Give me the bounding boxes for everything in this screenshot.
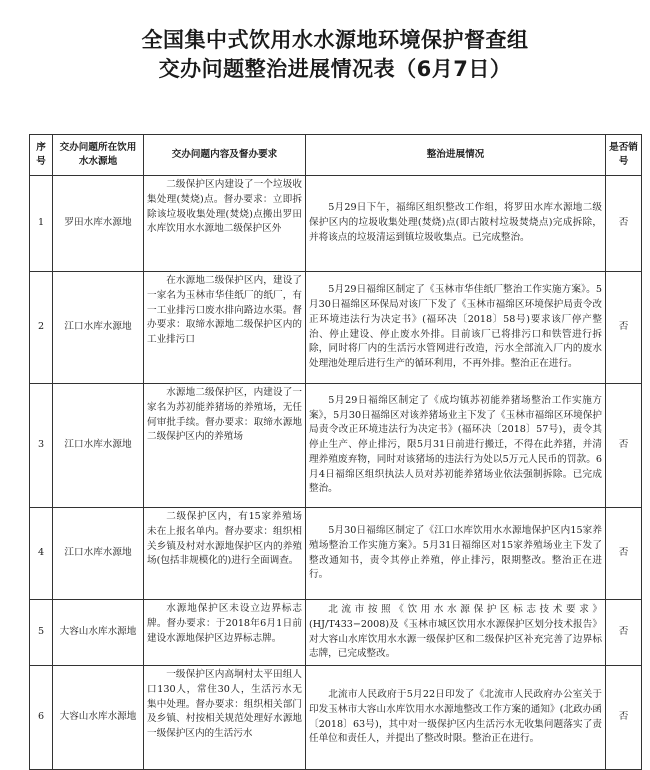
table-header-row: [30, 135, 642, 176]
row-issue-text: 二级保护区内，有15家养殖场未在上报名单内。督办要求：组织相关乡镇及村对水源地保护区内的养殖场(包括非规模化的)进行全面调查。: [147, 511, 302, 567]
table-row: [30, 508, 642, 600]
progress-table: [29, 134, 642, 770]
row-source: 大容山水库水源地: [53, 666, 144, 770]
row-source: 江口水库水源地: [53, 508, 144, 600]
table-row: [30, 384, 642, 508]
row-issue-text: 一级保护区内高垌村太平田组人口130人，常住30人，生活污水无集中处理。督办要求：组织相关部门及乡镇、村按相关规范处理好水源地一级保护区内的生活污水: [147, 669, 302, 740]
header-done: 是否销号: [606, 135, 642, 176]
row-progress-text: 北流市人民政府于5月22日印发了《北流市人民政府办公室关于印发玉林市大容山水库饮用水水源地整改工作方案的通知》(北政办函〔2018〕63号)，其中对一级保护区内生活污水无收集问题落实了责任单位和责任人，并提出了整改时限。整治正在进行。: [309, 688, 602, 745]
row-progress-text: 5月29日下午，福绵区组织整改工作组，将罗田水库水源地二级保护区内的垃圾收集处理(焚烧)点(即古陂村垃圾焚烧点)完成拆除，并将该点的垃圾清运到镇垃圾收集点。已完成整治。: [309, 202, 602, 243]
row-progress: [306, 176, 606, 272]
row-progress: [306, 666, 606, 770]
row-issue-text: 水源地二级保护区，内建设了一家名为苏初能养猪场的养殖场，无任何审批手续。督办要求：取缔水源地二级保护区内的养殖场: [147, 387, 302, 443]
table-row: [30, 600, 642, 666]
row-issue: [144, 272, 306, 384]
row-done: 否: [606, 600, 642, 666]
header-progress: 整治进展情况: [306, 135, 606, 176]
row-done: 否: [606, 176, 642, 272]
row-source: 大容山水库水源地: [53, 600, 144, 666]
row-num: 1: [30, 176, 53, 272]
row-num: 2: [30, 272, 53, 384]
row-num: 6: [30, 666, 53, 770]
row-num: 3: [30, 384, 53, 508]
row-done: 否: [606, 384, 642, 508]
title-line-1: 全国集中式饮用水水源地环境保护督查组: [141, 28, 529, 52]
header-source: 交办问题所在饮用水水源地: [53, 135, 144, 176]
row-issue: [144, 666, 306, 770]
document-title: [29, 26, 641, 84]
table-row: [30, 666, 642, 770]
row-source: 罗田水库水源地: [53, 176, 144, 272]
row-done: 否: [606, 508, 642, 600]
row-progress: [306, 508, 606, 600]
title-line-2: 交办问题整治进展情况表（6月7日）: [158, 57, 512, 81]
row-num: 4: [30, 508, 53, 600]
row-progress-text: 5月30日福绵区制定了《江口水库饮用水水源地保护区内15家养殖场整治工作实施方案》。5月31日福绵区对15家养殖场业主下发了整改通知书，责令其停止养殖，停止排污，限期整改。整治正在进行。: [309, 524, 602, 581]
row-issue-text: 在水源地二级保护区内，建设了一家名为玉林市华佳纸厂的纸厂，有一工业排污口废水排向路边水渠。督办要求：取缔水源地二级保护区内的工业排污口: [147, 275, 302, 346]
row-num: 5: [30, 600, 53, 666]
row-progress: [306, 384, 606, 508]
header-num: 序号: [30, 135, 53, 176]
table-row: [30, 272, 642, 384]
row-progress-text: 5月29日福绵区制定了《成均镇苏初能养猪场整治工作实施方案》，5月30日福绵区对该养猪场业主下发了《玉林市福绵区环境保护局责令改正环境违法行为决定书》(福环决〔2018〕57号)，责令其停止生产、停止排污，限5月31日前进行搬迁，不得在此养猪，并清理养殖废弃物，同时对该猪场的违法行为处以5万元人民币的罚款。6月4日福绵区组织执法人员对苏初能养猪场业依法强制拆除。已完成整治。: [309, 394, 602, 495]
row-done: 否: [606, 666, 642, 770]
table-row: [30, 176, 642, 272]
row-issue: [144, 176, 306, 272]
row-issue-text: 水源地保护区未设立边界标志牌。督办要求：于2018年6月1日前建设水源地保护区边界标志牌。: [147, 603, 302, 644]
row-progress: [306, 272, 606, 384]
row-source: 江口水库水源地: [53, 272, 144, 384]
row-issue: [144, 508, 306, 600]
row-progress-text: 北流市按照《饮用水水源保护区标志技术要求》(HJ/T433−2008)及《玉林市城区饮用水水源保护区划分技术报告》对大容山水库饮用水水源一级保护区和二级保护区补充完善了边界标志牌，已完成整改。: [309, 603, 602, 660]
row-progress: [306, 600, 606, 666]
row-issue: [144, 600, 306, 666]
row-done: 否: [606, 272, 642, 384]
row-progress-text: 5月29日福绵区制定了《玉林市华佳纸厂整治工作实施方案》。5月30日福绵区环保局对该厂下发了《玉林市福绵区环境保护局责令改正环境违法行为决定书》(福环决〔2018〕58号)要求该厂停产整治、停止建设、停止废水外排。目前该厂已将排污口和铁管进行拆除，同时将厂内的生活污水管网进行改造，污水全部流入厂内的废水处理池处理后进行生产的循环利用，不再外排。整治正在进行。: [309, 284, 602, 370]
row-issue: [144, 384, 306, 508]
header-issue: 交办问题内容及督办要求: [144, 135, 306, 176]
row-source: 江口水库水源地: [53, 384, 144, 508]
row-issue-text: 二级保护区内建设了一个垃圾收集处理(焚烧)点。督办要求：立即拆除该垃圾收集处理(焚烧)点搬出罗田水库饮用水水源地二级保护区外: [147, 179, 302, 235]
